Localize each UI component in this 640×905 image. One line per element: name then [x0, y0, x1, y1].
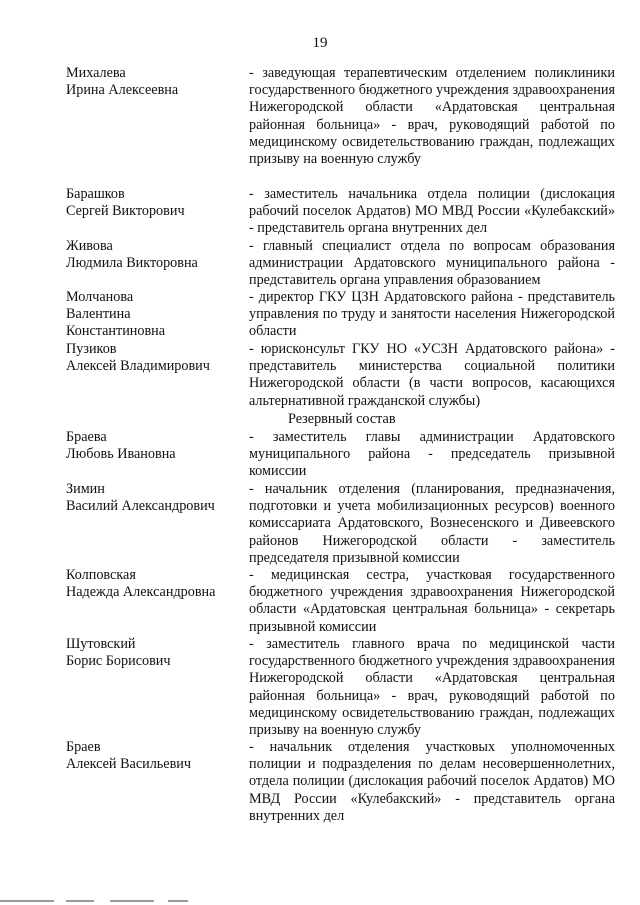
member-given-name: Людмила Викторовна	[66, 255, 198, 272]
member-name	[66, 238, 238, 272]
member-position: - главный специалист отдела по вопросам образования администрации Ардатовского муниципального района - представитель органа управления образованием	[249, 238, 615, 289]
member-name	[66, 481, 238, 515]
member-name	[66, 636, 238, 670]
member-name	[66, 186, 238, 220]
member-surname: Браева	[66, 429, 107, 445]
member-name	[66, 289, 238, 341]
member-position: - заведующая терапевтическим отделением поликлиники государственного бюджетного учреждения здравоохранения Нижегородской области «Ардатовская центральная районная больница» - врач, руководящий работой по медицинскому освидетельствованию граждан, подлежащих призыву на военную службу	[249, 65, 615, 168]
member-surname: Пузиков	[66, 341, 117, 357]
member-name	[66, 65, 238, 99]
member-name	[66, 739, 238, 773]
member-patronymic: Константиновна	[66, 323, 166, 340]
scan-mark	[110, 900, 154, 902]
member-given-name: Сергей Викторович	[66, 203, 185, 220]
member-given-name: Алексей Владимирович	[66, 358, 210, 375]
member-position: - начальник отделения участковых уполномоченных полиции и подразделения по делам несовершеннолетних, отдела полиции (дислокация рабочий поселок Ардатов) МО МВД России «Кулебакский» - представитель органа внутренних дел	[249, 739, 615, 824]
member-given-name: Валентина	[66, 306, 131, 323]
scan-mark	[168, 900, 188, 902]
page-number: 19	[312, 35, 328, 51]
member-position: - юрисконсульт ГКУ НО «УСЗН Ардатовского района» - представитель министерства социальной политики Нижегородской области (в части вопросов, касающихся альтернативной гражданской службы)	[249, 341, 615, 409]
member-name	[66, 429, 238, 463]
member-position: - заместитель главы администрации Ардатовского муниципального района - председатель призывной комиссии	[249, 429, 615, 480]
member-surname: Колповская	[66, 567, 136, 583]
member-position: - заместитель главного врача по медицинской части государственного бюджетного учреждения здравоохранения Нижегородской области «Ардатовская центральная районная больница» - врач, руководящий работой по медицинскому освидетельствованию граждан, подлежащих призыву на военную службу	[249, 636, 615, 739]
member-given-name: Борис Борисович	[66, 653, 171, 670]
member-surname: Браев	[66, 739, 101, 755]
member-surname: Зимин	[66, 481, 105, 497]
member-surname: Живова	[66, 238, 113, 254]
member-given-name: Любовь Ивановна	[66, 446, 176, 463]
member-position: - заместитель начальника отдела полиции (дислокация рабочий поселок Ардатов) МО МВД России «Кулебакский» - представитель органа внутренних дел	[249, 186, 615, 237]
member-surname: Михалева	[66, 65, 126, 81]
member-given-name: Ирина Алексеевна	[66, 82, 179, 99]
member-position: - медицинская сестра, участковая государственного бюджетного учреждения здравоохранения Нижегородской области «Ардатовская центральная больница» - секретарь призывной комиссии	[249, 567, 615, 635]
member-surname: Шутовский	[66, 636, 136, 652]
member-name	[66, 567, 238, 601]
member-given-name: Алексей Васильевич	[66, 756, 191, 773]
member-surname: Молчанова	[66, 289, 134, 305]
scan-artifact-edge	[0, 896, 640, 905]
member-position: - начальник отделения (планирования, предназначения, подготовки и учета мобилизационных ресурсов) военного комиссариата Ардатовского, Вознесенского и Дивеевского районов Нижегородской области - заместитель председателя призывной комиссии	[249, 481, 615, 566]
scan-mark	[66, 900, 94, 902]
member-position: - директор ГКУ ЦЗН Ардатовского района - представитель управления по труду и занятости населения Нижегородской области	[249, 289, 615, 340]
member-given-name: Василий Александрович	[66, 498, 215, 515]
reserve-section-title: Резервный состав	[288, 411, 396, 427]
member-given-name: Надежда Александровна	[66, 584, 216, 601]
member-surname: Барашков	[66, 186, 125, 202]
member-name	[66, 341, 238, 375]
scan-mark	[0, 900, 54, 902]
